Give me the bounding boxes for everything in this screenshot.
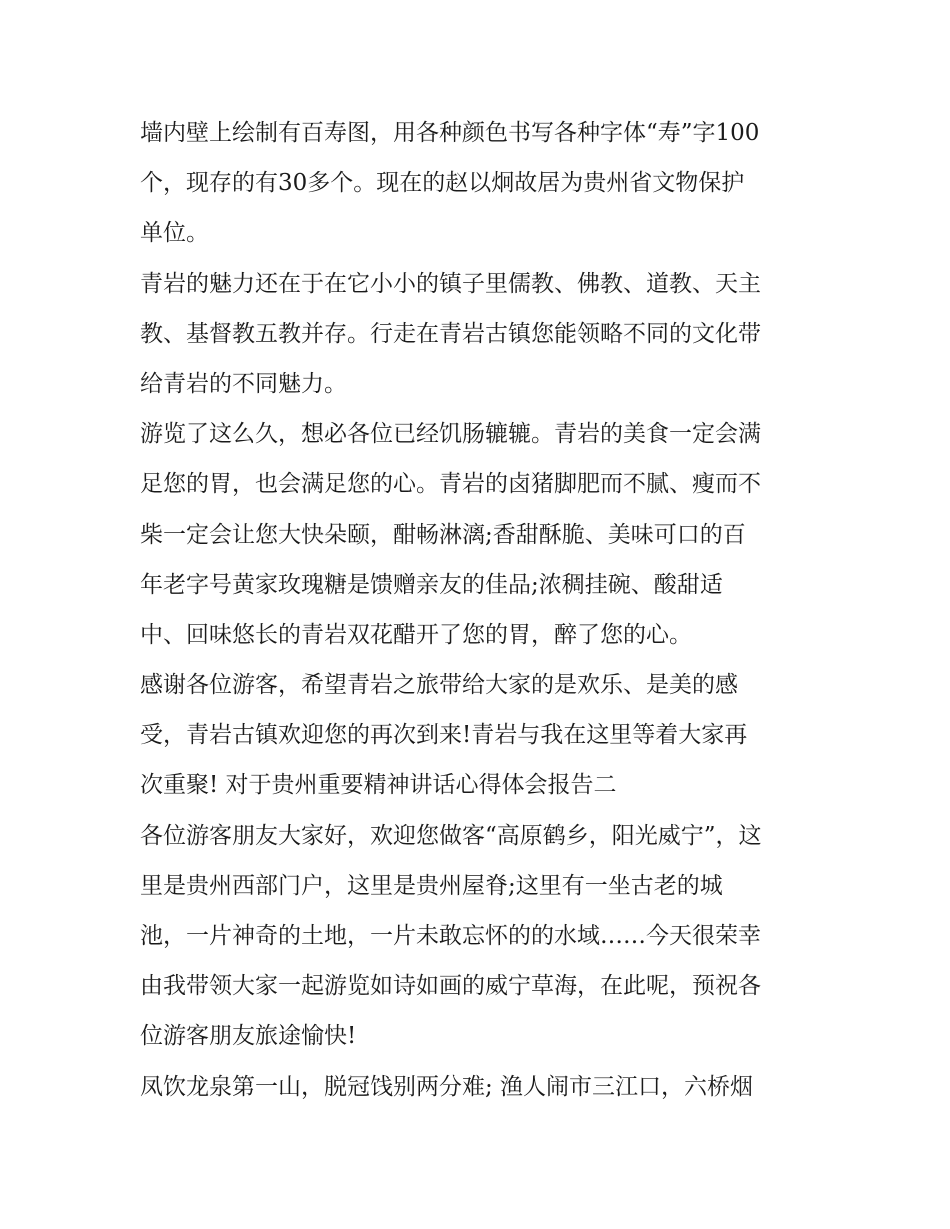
document-body: [140, 108, 820, 1112]
text-line: 单位。: [140, 220, 209, 247]
text-line: 位游客朋友旅途愉快!: [140, 1023, 357, 1050]
text-line: 教、基督教五教并存。行走在青岩古镇您能领略不同的文化带: [140, 320, 761, 347]
text-line: 各位游客朋友大家好，欢迎您做客“高原鹤乡，阳光威宁”，这: [140, 822, 762, 849]
text-line: 次重聚! 对于贵州重要精神讲话心得体会报告二: [140, 772, 617, 799]
text-line: 墙内壁上绘制有百寿图，用各种颜色书写各种字体“寿”字100: [140, 120, 760, 146]
text-line: 受，青岩古镇欢迎您的再次到来!青岩与我在这里等着大家再: [140, 722, 748, 749]
text-line: 由我带领大家一起游览如诗如画的威宁草海，在此呢，预祝各: [140, 973, 761, 1000]
text-line: 感谢各位游客，希望青岩之旅带给大家的是欢乐、是美的感: [140, 672, 738, 699]
text-line: 凤饮龙泉第一山，脱冠饯别两分难; 渔人闹市三江口，六桥烟: [140, 1073, 754, 1100]
text-line: 给青岩的不同魅力。: [140, 370, 347, 397]
text-line: 里是贵州西部门户，这里是贵州屋脊;这里有一坐古老的城: [140, 872, 723, 899]
text-line: 中、回味悠长的青岩双花醋开了您的胃，醉了您的心。: [140, 621, 692, 648]
text-line: 游览了这么久，想必各位已经饥肠辘辘。青岩的美食一定会满: [140, 421, 761, 448]
text-line: 柴一定会让您大快朵颐，酣畅淋漓;香甜酥脆、美味可口的百: [140, 521, 746, 548]
text-line: 青岩的魅力还在于在它小小的镇子里儒教、佛教、道教、天主: [140, 270, 761, 297]
text-line: 足您的胃，也会满足您的心。青岩的卤猪脚肥而不腻、瘦而不: [140, 471, 761, 498]
text-line: 个，现存的有30多个。现在的赵以炯故居为贵州省文物保护: [140, 170, 745, 197]
text-line: 池，一片神奇的土地，一片未敢忘怀的的水域……今天很荣幸: [140, 923, 761, 949]
text-line: 年老字号黄家玫瑰糖是馈赠亲友的佳品;浓稠挂碗、酸甜适: [140, 571, 723, 598]
